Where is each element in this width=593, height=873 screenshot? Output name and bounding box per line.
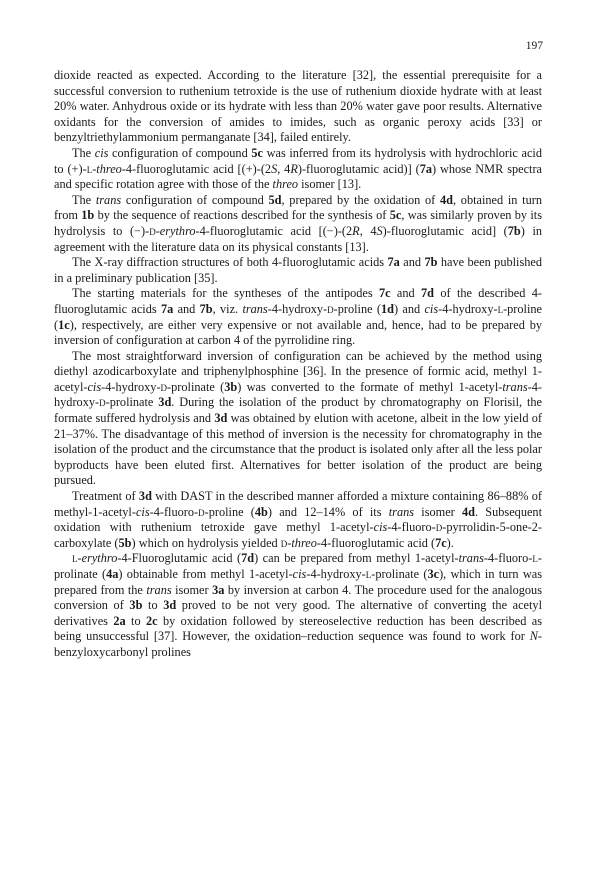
compound-label: 1b xyxy=(81,208,95,223)
text-run: -pyrrolidin-5-one-2-carboxylate ( xyxy=(54,520,542,550)
text-run: )-fluoroglutamic acid)] ( xyxy=(297,161,420,176)
compound-label: 3d xyxy=(138,489,152,504)
compound-label: 3c xyxy=(427,567,440,581)
text-run: -4-Fluoroglutamic acid ( xyxy=(117,551,242,566)
text-run: Treatment of xyxy=(72,489,139,504)
text-run: The X-ray diffraction structures of both 4-fluoroglutamic acids xyxy=(72,255,388,270)
text-run: - xyxy=(155,223,160,238)
text-run: ) was converted to the formate of methyl 1-acetyl- xyxy=(237,379,503,394)
text-run: -4-fluoroglutamic acid ( xyxy=(316,535,436,550)
text-run: to xyxy=(142,598,164,613)
text-run: The xyxy=(72,192,96,207)
text-run: ) and 12–14% of its xyxy=(267,504,389,519)
text-run: have been published in a preliminary publication [35]. xyxy=(54,255,543,285)
compound-label: 7a xyxy=(387,255,400,270)
text-run: trans xyxy=(242,301,268,316)
text-run: l xyxy=(72,551,78,566)
compound-label: 1d xyxy=(381,301,394,316)
text-run: and xyxy=(399,255,425,270)
compound-label: 2c xyxy=(145,613,158,628)
text-run: threo xyxy=(96,161,122,176)
text-run: ), respectively, are either very expensive or not available and, hence, had to be prepared by inversion of configuration at carbon 4 of the pyrrolidine ring. xyxy=(54,317,542,348)
compound-label: 7b xyxy=(507,223,521,238)
text-run: -4-fluoro- xyxy=(387,520,436,535)
compound-label: 5c xyxy=(389,208,402,223)
compound-label: 5b xyxy=(118,535,132,550)
text-run: erythro xyxy=(81,551,118,566)
text-run: isomer xyxy=(414,504,462,519)
text-run: -proline ( xyxy=(333,301,381,316)
text-run: , 4 xyxy=(359,223,377,238)
compound-label: 7d xyxy=(241,551,255,566)
compound-label: 3d xyxy=(214,411,228,426)
text-run: was inferred from its hydrolysis with hydrochloric acid to (+)- xyxy=(54,145,542,176)
text-run: trans xyxy=(502,379,528,394)
text-run: trans xyxy=(388,504,415,519)
text-run: l xyxy=(86,161,93,176)
text-run: isomer xyxy=(171,582,213,597)
compound-label: 4a xyxy=(106,567,119,581)
text-run: proved to be not very good. The alternative of converting the acetyl derivatives xyxy=(54,598,542,628)
compound-label: 7b xyxy=(199,301,213,316)
text-run: l xyxy=(532,551,538,566)
text-run: R xyxy=(352,223,360,238)
text-run: ). xyxy=(446,535,454,550)
text-run: . Subsequent oxidation with ruthenium tetroxide gave methyl 1-acetyl- xyxy=(54,504,542,535)
text-run: - xyxy=(92,161,97,176)
text-run: cis xyxy=(135,504,150,519)
text-run: with DAST in the described manner afforded a mixture containing 86–88% of methyl-1-acetyl- xyxy=(54,489,542,519)
compound-label: 3b xyxy=(129,598,143,613)
text-run: and xyxy=(173,301,200,316)
text-run: -4-fluoro- xyxy=(149,504,199,519)
body-text xyxy=(54,68,542,661)
text-run: ) whose NMR spectra and specific rotation agree with those of the xyxy=(54,161,543,192)
text-run: ) in agreement with the literature data on its physical constants [13]. xyxy=(54,223,543,254)
text-run: , obtained in turn from xyxy=(54,192,542,223)
text-run: S xyxy=(271,161,278,176)
text-run: cis xyxy=(373,520,388,535)
compound-label: 5d xyxy=(268,192,282,207)
text-run: d xyxy=(149,223,156,238)
paragraph xyxy=(54,489,542,551)
text-run: -prolinate ( xyxy=(167,379,225,394)
text-run: . During the isolation of the product by chromatography on Florisil, the formate suffered hydrolysis and xyxy=(54,395,543,426)
text-run: ) can be prepared from methyl 1-acetyl- xyxy=(254,551,459,566)
compound-label: 3b xyxy=(224,379,238,394)
text-run: isomer [13]. xyxy=(298,177,362,192)
compound-label: 7a xyxy=(160,301,174,316)
text-run: -4-hydroxy- xyxy=(306,567,366,581)
text-run: d xyxy=(198,504,205,519)
text-run: -proline ( xyxy=(54,301,542,332)
text-run: - xyxy=(287,535,292,550)
text-run: R xyxy=(290,161,298,176)
text-run: cis xyxy=(94,145,109,160)
compound-label: 3d xyxy=(163,598,177,613)
compound-label: 3d xyxy=(158,395,172,410)
text-run: ) obtainable from methyl 1-acetyl- xyxy=(118,567,293,581)
paragraph xyxy=(54,349,542,489)
text-run: to xyxy=(125,613,146,628)
paragraph xyxy=(54,286,542,348)
text-run: S xyxy=(376,223,383,238)
text-run: The starting materials for the syntheses of the antipodes xyxy=(72,286,379,301)
compound-label: 7b xyxy=(424,255,438,270)
text-run: -4-fluoroglutamic acid [(−)-(2 xyxy=(195,223,353,238)
text-run: d xyxy=(99,395,106,410)
paragraph xyxy=(54,68,542,146)
compound-label: 4d xyxy=(440,192,453,207)
compound-label: 5c xyxy=(251,145,263,160)
compound-label: 7a xyxy=(419,161,432,176)
text-run: -benzyloxycarbonyl prolines xyxy=(54,629,542,659)
paragraph xyxy=(54,146,542,193)
text-run: ) and xyxy=(394,301,425,316)
text-run: and xyxy=(390,286,422,301)
text-run: threo xyxy=(291,535,317,550)
text-run: cis xyxy=(424,301,439,316)
text-run: , viz. xyxy=(212,301,243,316)
text-run: -prolinate ( xyxy=(371,567,428,581)
compound-label: 4b xyxy=(254,504,268,519)
text-run: d xyxy=(435,520,443,535)
compound-label: 3a xyxy=(212,582,225,597)
text-run: d xyxy=(160,379,168,394)
text-run: , was similarly proven by its hydrolysis to (−)- xyxy=(54,208,543,238)
text-run: ) which on hydrolysis yielded xyxy=(131,535,281,550)
text-run: The xyxy=(72,145,95,160)
text-run: by the sequence of reactions described for the synthesis of xyxy=(94,208,390,223)
paragraph xyxy=(54,193,542,255)
text-run: configuration of compound xyxy=(108,145,252,160)
text-run: -4-hydroxy- xyxy=(101,379,161,394)
text-run: -prolinate xyxy=(105,395,159,410)
text-run: configuration of compound xyxy=(121,192,269,207)
text-run: , 4 xyxy=(277,161,291,176)
text-run: trans xyxy=(458,551,484,566)
text-run: , prepared by the oxidation of xyxy=(281,192,440,207)
text-run: N xyxy=(529,629,538,644)
text-run: trans xyxy=(146,582,172,597)
compound-label: 2a xyxy=(113,613,126,628)
text-run: d xyxy=(280,535,288,550)
text-run: ), which in turn was prepared from the xyxy=(54,567,542,597)
compound-label: 7c xyxy=(378,286,391,301)
paragraph xyxy=(54,551,542,660)
text-run: -prolinate ( xyxy=(54,551,542,581)
text-run: d xyxy=(327,301,334,316)
text-run: dioxide reacted as expected. According to the literature [32], the essential prerequisite for a successful conversion to ruthenium tetroxide is the use of ruthenium dioxide hydrate with at least 20% water. Anhydrous oxide or its hydrate with less than 20% water gave poor results. Alternative oxidants for the conversion of amides to imides, such as organic peroxy acids [33] or benzyltriethylammonium permanganate [34], failed entirely. xyxy=(54,68,542,145)
text-run: l xyxy=(497,301,504,316)
text-run: by oxidation followed by stereoselective reduction has been described as being unsuccessful [37]. However, the oxidation–reduction sequence was found to work for xyxy=(54,613,542,644)
text-run: erythro xyxy=(159,223,196,238)
text-run: )-fluoroglutamic acid] ( xyxy=(382,223,508,238)
text-run: The most straightforward inversion of configuration can be achieved by the method using diethyl azodicarboxylate and triphenylphosphine [36]. In the presence of formic acid, methyl 1-acetyl- xyxy=(54,348,542,394)
text-run: -4-fluoro- xyxy=(483,551,533,566)
compound-label: 7d xyxy=(421,286,435,301)
text-run: trans xyxy=(95,192,122,207)
text-run: was obtained by elution with acetone, albeit in the low yield of 21–37%. The disadvantage of this method of inversion is the necessity for chromatography in the isolation of the product and the circumstance that the product is isolated only after all the less polar byproducts have been eluted first. Alternatives for better isolation of the product are being pursued. xyxy=(54,411,542,488)
text-run: l xyxy=(365,567,372,581)
paragraph xyxy=(54,255,542,286)
text-run: - xyxy=(77,551,82,566)
compound-label: 7c xyxy=(435,535,447,550)
page-number: 197 xyxy=(525,40,543,52)
compound-label: 1c xyxy=(58,317,70,332)
text-run: threo xyxy=(272,177,299,192)
text-run: by inversion at carbon 4. The procedure used for the analogous conversion of xyxy=(54,582,542,613)
compound-label: 4d xyxy=(461,504,475,519)
text-run: cis xyxy=(87,379,102,394)
text-run: -4-hydroxy- xyxy=(267,301,328,316)
text-run: -4-fluoroglutamic acid [(+)-(2 xyxy=(121,161,272,176)
text-run: -proline ( xyxy=(204,504,255,519)
text-run: of the described 4-fluoroglutamic acids xyxy=(54,286,542,316)
text-run: cis xyxy=(292,567,307,581)
text-run: -4-hydroxy- xyxy=(438,301,498,316)
text-run: -4-hydroxy- xyxy=(54,379,542,410)
